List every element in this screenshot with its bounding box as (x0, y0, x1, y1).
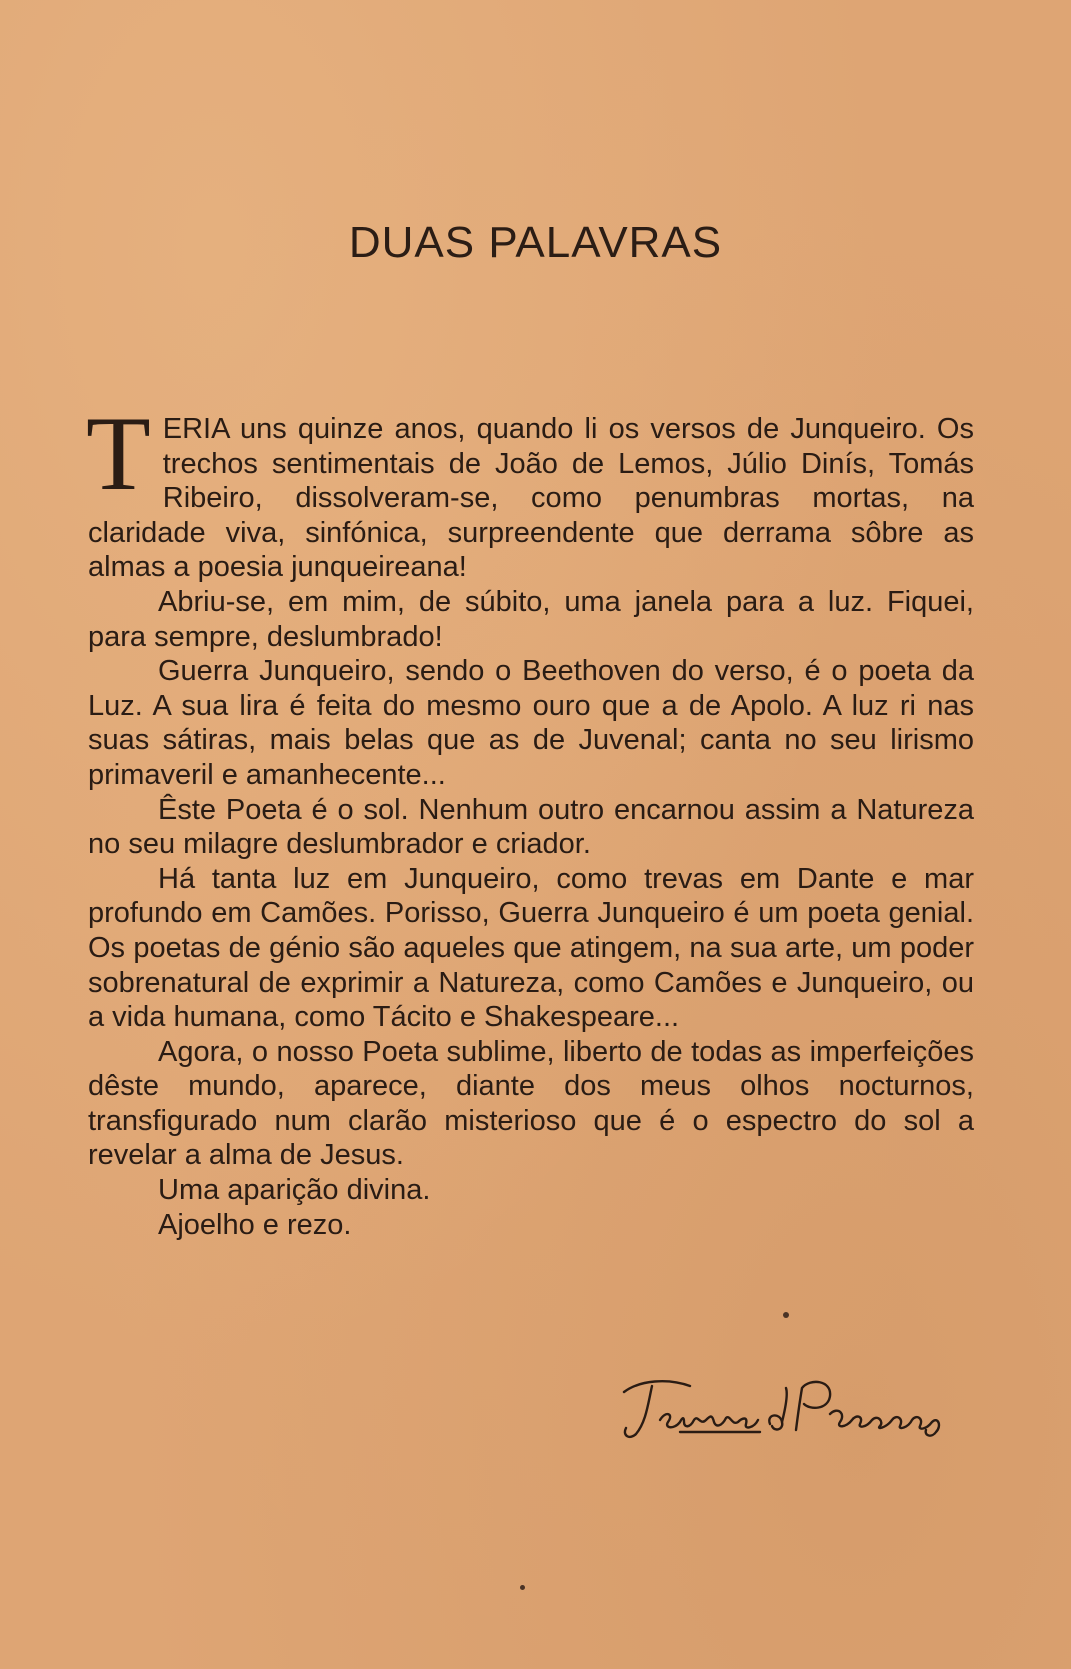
preface-text (86, 395, 974, 1242)
paragraph-6: Agora, o nosso Poeta sublime, liberto de todas as imperfeições dêste mundo, aparece, diante dos meus olhos nocturnos, transfigurado num clarão misterioso que é o espectro do sol a revelar a alma de Jesus. (88, 1035, 974, 1172)
paragraph-4: Êste Poeta é o sol. Nenhum outro encarnou assim a Natureza no seu milagre deslumbrador e criador. (88, 793, 974, 861)
drop-cap: T (86, 395, 151, 512)
paragraph-1 (86, 395, 974, 585)
paragraph-5: Há tanta luz em Junqueiro, como trevas em Dante e mar profundo em Camões. Porisso, Guerra Junqueiro é um poeta genial. Os poetas de génio são aqueles que atingem, na sua arte, um poder sobrenatural de exprimir a Natureza, como Camões e Junqueiro, ou a vida humana, como Tácito e Shakespeare... (88, 862, 974, 1034)
paragraph-3: Guerra Junqueiro, sendo o Beethoven do verso, é o poeta da Luz. A sua lira é feita do mesmo ouro que a de Apolo. A luz ri nas suas sátiras, mais belas que as de Juvenal; canta no seu lirismo primaveril e amanhecente... (88, 655, 974, 791)
paragraph-7: Uma aparição divina. (158, 1174, 431, 1207)
paragraph-8: Ajoelho e rezo. (158, 1208, 352, 1241)
paragraph-1-text: ERIA uns quinze anos, quando li os versos de Junqueiro. Os trechos sentimentais de João de Lemos, Júlio Dinís, Tomás Ribeiro, dissolveram-se, como penumbras mortas, na claridade viva, sinfónica, surpreendente que derrama sôbre as almas a poesia junqueireana! (88, 413, 974, 584)
decorative-dot (783, 1312, 789, 1318)
handwritten-signature (620, 1370, 980, 1450)
decorative-dot (520, 1585, 525, 1590)
paragraph-2: Abriu-se, em mim, de súbito, uma janela para a luz. Fiquei, para sempre, deslumbrado! (88, 585, 974, 653)
page-title: DUAS PALAVRAS (348, 218, 723, 267)
